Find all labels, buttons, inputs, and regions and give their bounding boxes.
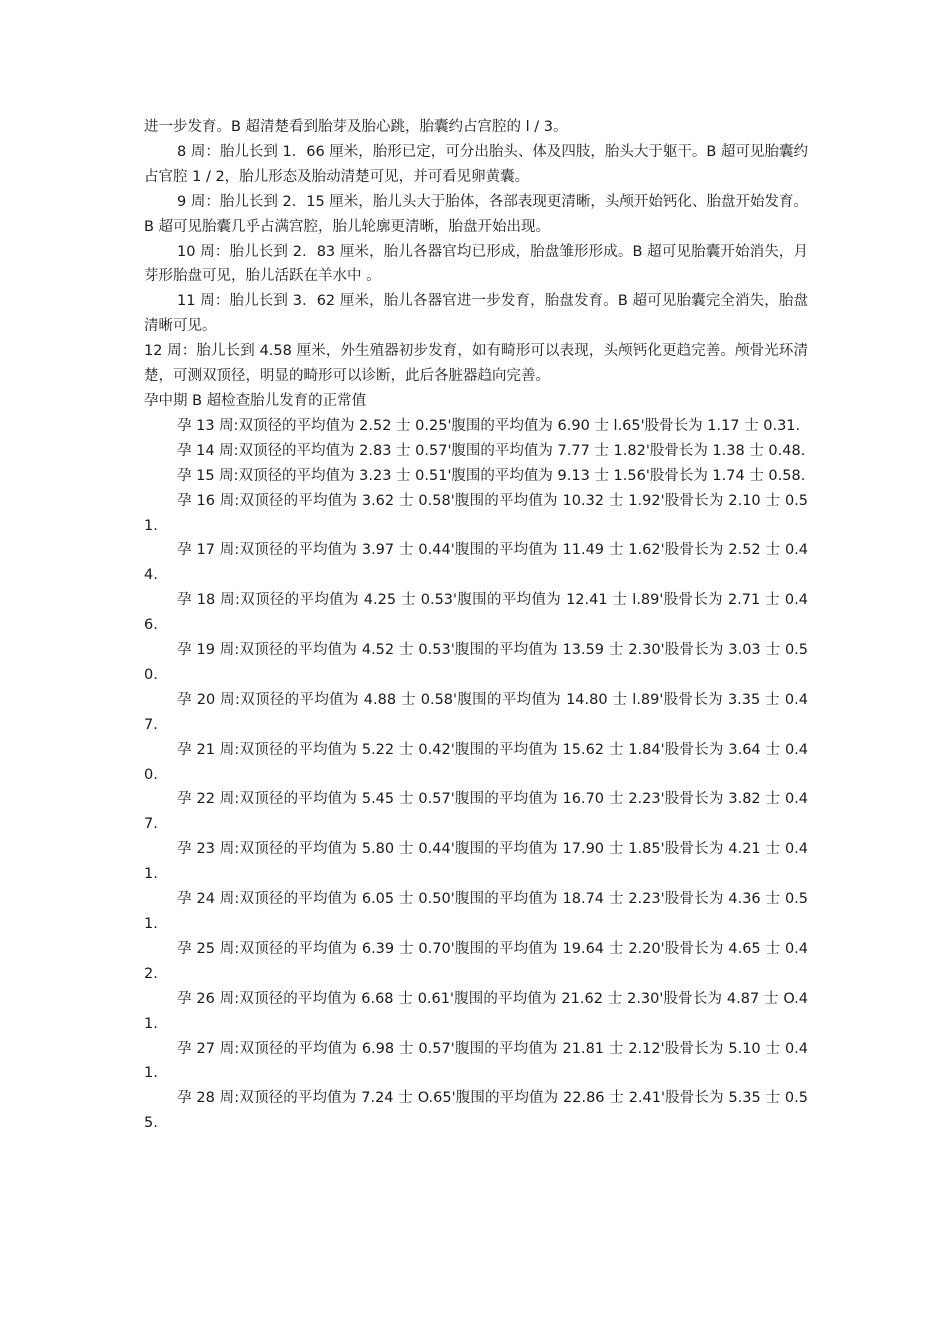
- week-entry: 孕 13 周:双顶径的平均值为 2.52 士 0.25'腹围的平均值为 6.90 士 l.65'股骨长为 1.17 士 0.31.: [177, 417, 801, 434]
- paragraph-week-10: 10 周：胎儿长到 2．83 厘米，胎儿各器官均已形成，胎盘雏形形成。B 超可见胎囊开始消失，月芽形胎盘可见，胎儿活跃在羊水中 。: [144, 243, 808, 285]
- week-entry: 孕 27 周:双顶径的平均值为 6.98 士 0.57'腹围的平均值为 21.81 士 2.12'股骨长为 5.10 士 0.41.: [144, 1040, 808, 1082]
- week-entry: 孕 20 周:双顶径的平均值为 4.88 士 0.58'腹围的平均值为 14.80 士 l.89'股骨长为 3.35 士 0.47.: [144, 691, 808, 733]
- paragraph-week-12: 12 周：胎儿长到 4.58 厘米，外生殖器初步发育，如有畸形可以表现，头颅钙化更趋完善。颅骨光环清楚，可测双顶径，明显的畸形可以诊断，此后各脏器趋向完善。: [144, 343, 808, 385]
- week-entry: 孕 21 周:双顶径的平均值为 5.22 士 0.42'腹围的平均值为 15.62 士 1.84'股骨长为 3.64 士 0.40.: [144, 741, 808, 783]
- mid-pregnancy-list: [144, 414, 808, 1136]
- week-entry: 孕 24 周:双顶径的平均值为 6.05 士 0.50'腹围的平均值为 18.74 士 2.23'股骨长为 4.36 士 0.51.: [144, 891, 808, 932]
- week-entry: 孕 14 周:双顶径的平均值为 2.83 士 0.57'腹围的平均值为 7.77 士 1.82'股骨长为 1.38 士 0.48.: [177, 442, 806, 459]
- week-entry: 孕 23 周:双顶径的平均值为 5.80 士 0.44'腹围的平均值为 17.90 士 1.85'股骨长为 4.21 士 0.41.: [144, 841, 808, 883]
- section-heading: 孕中期 B 超检查胎儿发育的正常值: [144, 392, 367, 409]
- week-entry: 孕 28 周:双顶径的平均值为 7.24 士 O.65'腹围的平均值为 22.86 士 2.41'股骨长为 5.35 士 0.55.: [144, 1090, 808, 1132]
- paragraph-continuation: 进一步发育。B 超清楚看到胎芽及胎心跳，胎囊约占宫腔的 l / 3。: [144, 119, 568, 135]
- early-weeks-section: [144, 115, 808, 389]
- document-page: [144, 115, 808, 1136]
- week-entry: 孕 22 周:双顶径的平均值为 5.45 士 0.57'腹围的平均值为 16.70 士 2.23'股骨长为 3.82 士 0.47.: [144, 791, 808, 833]
- paragraph-week-8: 8 周：胎儿长到 1．66 厘米，胎形已定，可分出胎头、体及四肢，胎头大于躯干。B 超可见胎囊约占官腔 1 / 2，胎儿形态及胎动清楚可见，并可看见卵黄囊。: [144, 143, 808, 185]
- week-entry: 孕 18 周:双顶径的平均值为 4.25 士 0.53'腹围的平均值为 12.41 士 l.89'股骨长为 2.71 士 0.46.: [144, 592, 808, 634]
- week-entry: 孕 15 周:双顶径的平均值为 3.23 士 0.51'腹围的平均值为 9.13 士 1.56'股骨长为 1.74 士 0.58.: [177, 467, 806, 484]
- week-entry: 孕 17 周:双顶径的平均值为 3.97 士 0.44'腹围的平均值为 11.49 士 1.62'股骨长为 2.52 士 0.44.: [144, 542, 808, 584]
- week-entry: 孕 25 周:双顶径的平均值为 6.39 士 0.70'腹围的平均值为 19.64 士 2.20'股骨长为 4.65 士 0.42.: [144, 940, 808, 982]
- week-entry: 孕 16 周:双顶径的平均值为 3.62 士 0.58'腹围的平均值为 10.32 士 1.92'股骨长为 2.10 士 0.51.: [144, 492, 808, 534]
- week-entry: 孕 19 周:双顶径的平均值为 4.52 士 0.53'腹围的平均值为 13.59 士 2.30'股骨长为 3.03 士 0.50.: [144, 642, 808, 683]
- paragraph-week-9: 9 周：胎儿长到 2．15 厘米，胎儿头大于胎体，各部表现更清晰，头颅开始钙化、胎盘开始发育。B 超可见胎囊几乎占满宫腔，胎儿轮廓更清晰，胎盘开始出现。: [144, 193, 808, 235]
- paragraph-week-11: 11 周：胎儿长到 3．62 厘米，胎儿各器官进一步发育，胎盘发育。B 超可见胎囊完全消失，胎盘清晰可见。: [144, 293, 808, 335]
- week-entry: 孕 26 周:双顶径的平均值为 6.68 士 0.61'腹围的平均值为 21.62 士 2.30'股骨长为 4.87 士 O.41.: [144, 990, 808, 1032]
